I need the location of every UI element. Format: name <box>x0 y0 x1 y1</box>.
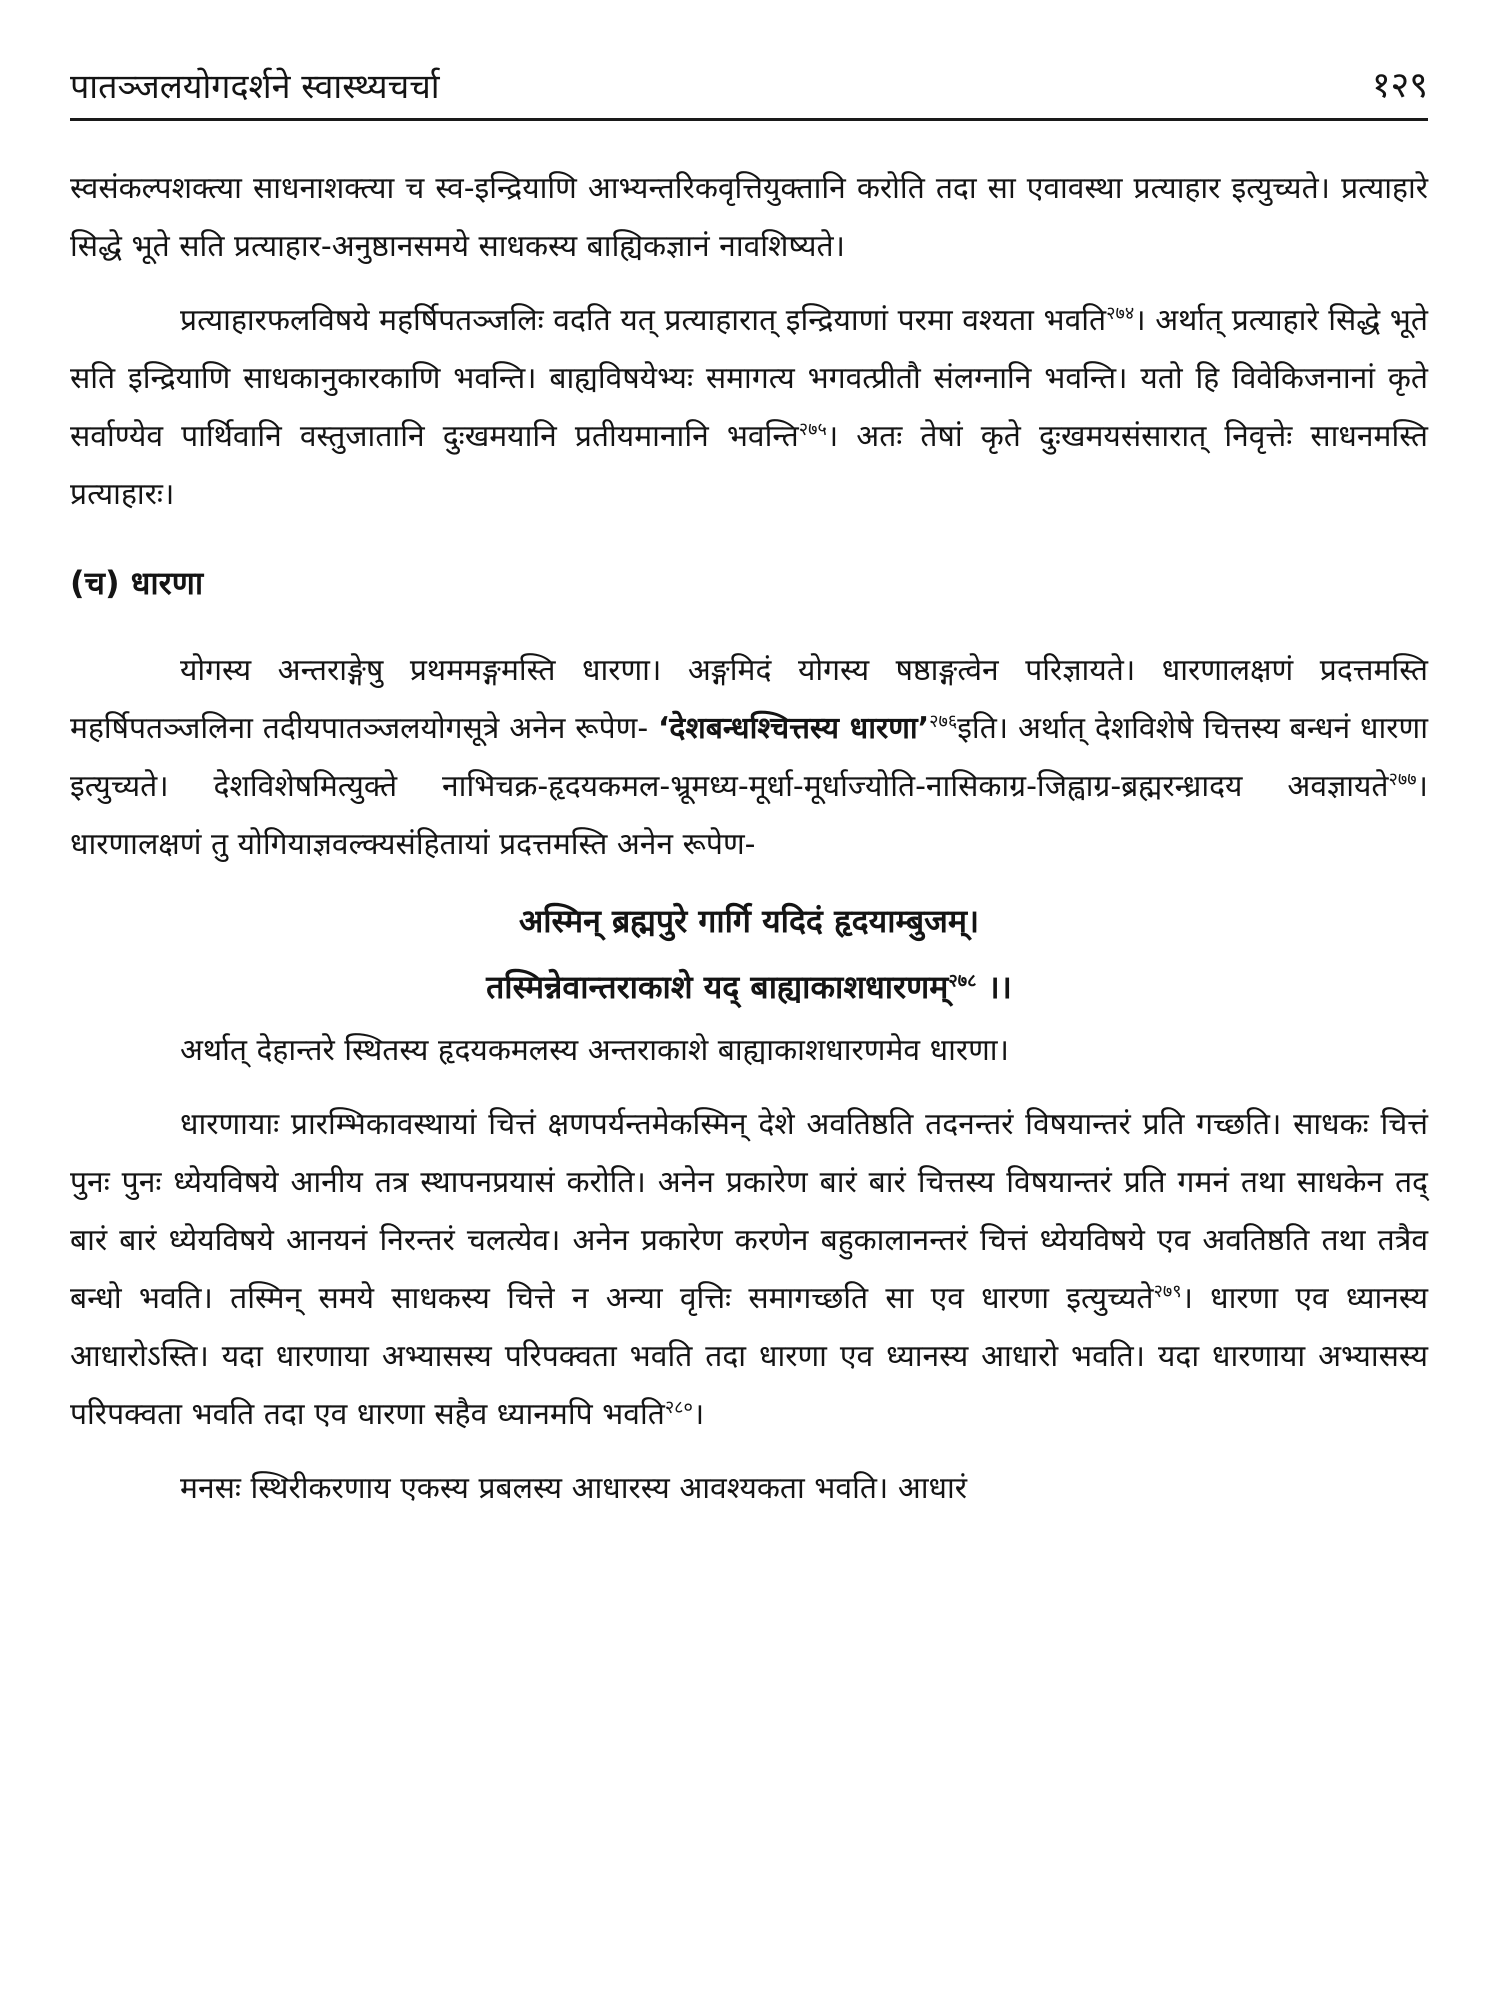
footnote-ref-275: २७५ <box>798 419 827 440</box>
paragraph-6-text: मनसः स्थिरीकरणाय एकस्य प्रबलस्य आधारस्य आवश्यकता भवति। आधारं <box>180 1471 967 1506</box>
sutra-quote: ‘देशबन्धश्चित्तस्य धारणा’ <box>658 711 930 746</box>
paragraph-5-text-a: धारणायाः प्रारम्भिकावस्थायां चित्तं क्षणपर्यन्तमेकस्मिन् देशे अवतिष्ठति तदनन्तरं विषयान्तरं प्रति गच्छति। साधकः चित्तं पुनः पुनः ध्येयविषये आनीय तत्र स्थापनप्रयासं करोति। अनेन प्रकारेण बारं बारं चित्तस्य विषयान्तरं प्रति गमनं तथा साधकेन तद् बारं बारं ध्येयविषये आनयनं निरन्तरं चलत्येव। अनेन प्रकारेण करणेन बहुकालानन्तरं चित्तं ध्येयविषये एव अवतिष्ठति तथा तत्रैव बन्धो भवति। तस्मिन् समये साधकस्य चित्ते न अन्या वृत्तिः समागच्छति सा एव धारणा इत्युच्यते <box>70 1107 1428 1316</box>
verse-line-1: अस्मिन् ब्रह्मपुरे गार्गि यदिदं हृदयाम्बुजम्। <box>518 902 980 940</box>
footnote-ref-278: २७८ <box>948 970 977 992</box>
footnote-ref-274: २७४ <box>1106 303 1135 324</box>
paragraph-3-text-b: इति। अर्थात् देशविशेषे चित्तस्य बन्धनं धारणा इत्युच्यते। देशविशेषमित्युक्ते नाभिचक्र-हृदयकमल-भ्रूमध्य-मूर्धा-मूर्धाज्योति-नासिकाग्र-जिह्वाग्र-ब्रह्मरन्ध्रादय अवज्ञायते <box>70 711 1428 804</box>
paragraph-3-text-a: योगस्य अन्तराङ्गेषु प्रथममङ्गमस्ति धारणा। अङ्गमिदं योगस्य षष्ठाङ्गत्वेन परिज्ञायते। धारणालक्षणं प्रदत्तमस्ति महर्षिपतञ्जलिना तदीयपातञ्जलयोगसूत्रे अनेन रूपेण- <box>70 653 1428 746</box>
paragraph-6 <box>70 1460 1428 1518</box>
paragraph-2 <box>70 292 1428 524</box>
paragraph-2-text-a: प्रत्याहारफलविषये महर्षिपतञ्जलिः वदति यत् प्रत्याहारात् इन्द्रियाणां परमा वश्यता भवति <box>180 303 1107 338</box>
paragraph-5-text-c: । <box>692 1397 705 1432</box>
page-number: १२९ <box>1371 65 1428 106</box>
footnote-ref-277: २७७ <box>1388 769 1417 790</box>
page-body <box>70 160 1428 1534</box>
paragraph-2-text-b: । अर्थात् प्रत्याहारे सिद्धे भूते सति इन्द्रियाणि साधकानुकारकाणि भवन्ति। बाह्यविषयेभ्यः समागत्य भगवत्प्रीतौ संलग्नानि भवन्ति। यतो हि विवेकिजनानां कृते सर्वाण्येव पार्थिवानि वस्तुजातानि दुःखमयानि प्रतीयमानानि भवन्ति <box>70 303 1428 454</box>
paragraph-5 <box>70 1096 1428 1444</box>
section-heading-dharana: (च) धारणा <box>70 564 204 602</box>
paragraph-3 <box>70 642 1428 874</box>
paragraph-1 <box>70 160 1428 276</box>
running-head: पातञ्जलयोगदर्शने स्वास्थ्यचर्चा <box>70 67 440 107</box>
footnote-ref-279: २७९ <box>1153 1281 1182 1302</box>
footnote-ref-280: २८० <box>664 1397 693 1418</box>
verse-line-2-end: ।। <box>987 968 1012 1006</box>
paragraph-3-text-c: । धारणालक्षणं तु योगियाज्ञवल्क्यसंहितायां प्रदत्तमस्ति अनेन रूपेण- <box>70 769 1428 862</box>
paragraph-4 <box>70 1022 1428 1080</box>
paragraph-4-text: अर्थात् देहान्तरे स्थितस्य हृदयकमलस्य अन्तराकाशे बाह्याकाशधारणमेव धारणा। <box>180 1033 1009 1068</box>
paragraph-2-text-c: । अतः तेषां कृते दुःखमयसंसारात् निवृत्तेः साधनमस्ति प्रत्याहारः। <box>70 419 1428 512</box>
verse-line-2 <box>70 956 1428 1018</box>
verse-line-2-text: तस्मिन्नेवान्तराकाशे यद् बाह्याकाशधारणम् <box>486 968 949 1006</box>
paragraph-5-text-b: । धारणा एव ध्यानस्य आधारोऽस्ति। यदा धारणाया अभ्यासस्य परिपक्वता भवति तदा धारणा एव ध्यानस्य आधारो भवति। यदा धारणाया अभ्यासस्य परिपक्वता भवति तदा एव धारणा सहैव ध्यानमपि भवति <box>70 1281 1428 1432</box>
footnote-ref-276: २७६ <box>929 711 958 732</box>
paragraph-1-text: स्वसंकल्पशक्त्या साधनाशक्त्या च स्व-इन्द्रियाणि आभ्यन्तरिकवृत्तियुक्तानि करोति तदा सा एवावस्था प्रत्याहार इत्युच्यते। प्रत्याहारे सिद्धे भूते सति प्रत्याहार-अनुष्ठानसमये साधकस्य बाह्यिकज्ञानं नावशिष्यते। <box>70 171 1428 264</box>
page-header <box>70 58 1428 121</box>
